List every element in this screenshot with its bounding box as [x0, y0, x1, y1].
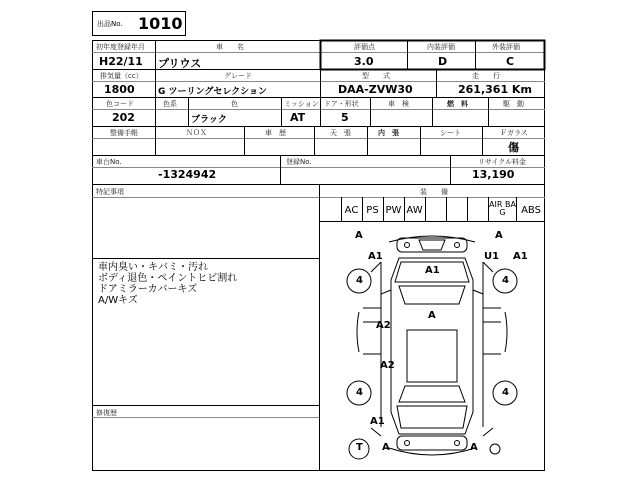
label-first-reg: 初年度登録年月 — [96, 43, 145, 51]
label-roof: 天 張 — [330, 129, 351, 137]
damage-roof: A — [428, 310, 436, 321]
label-reg-no: 登録No. — [286, 158, 312, 166]
label-remarks: 特記事項 — [96, 188, 124, 196]
label-transmission: ミッション — [284, 100, 319, 108]
value-exterior-score: C — [506, 55, 515, 68]
damage-door-left-rear: A2 — [380, 360, 395, 371]
equip-pw: PW — [385, 205, 402, 216]
label-equipment: 装 備 — [420, 188, 448, 196]
damage-tire-fr: 4 — [502, 275, 509, 286]
remark-line-4: A/Wキズ — [98, 295, 138, 306]
damage-hood: A1 — [425, 265, 440, 276]
label-interior: 内 張 — [378, 129, 399, 137]
value-recycle: 13,190 — [472, 168, 515, 181]
damage-rear-left: A — [382, 442, 390, 453]
damage-front-left: A — [355, 230, 363, 241]
damage-door-left-front: A2 — [376, 320, 391, 331]
value-f-glass: 傷 — [508, 141, 519, 154]
damage-quarter-left: A1 — [370, 416, 385, 427]
remark-line-2: ボディ退色・ペイントヒビ割れ — [98, 273, 238, 284]
damage-tire-fl: 4 — [356, 275, 363, 286]
value-first-reg: H22/11 — [99, 55, 143, 68]
value-doors: 5 — [341, 111, 349, 124]
value-score: 3.0 — [354, 55, 374, 68]
value-mileage: 261,361 Km — [458, 83, 532, 96]
damage-fender-right-1: U1 — [484, 251, 500, 262]
damage-fender-left: A1 — [368, 251, 383, 262]
label-grade: グレード — [224, 72, 252, 80]
value-model: DAA-ZVW30 — [338, 83, 413, 96]
label-repair: 修復歴 — [96, 409, 117, 417]
label-drive: 駆 動 — [503, 100, 524, 108]
label-score: 評価点 — [354, 43, 375, 51]
label-car-name: 車 名 — [216, 43, 244, 51]
damage-trunk: T — [356, 442, 363, 453]
equip-ac: AC — [344, 205, 359, 216]
remark-line-3: ドアミラーカバーキズ — [98, 284, 198, 295]
value-displacement: 1800 — [104, 83, 135, 96]
damage-tire-rl: 4 — [356, 387, 363, 398]
label-exterior-score: 外装評価 — [492, 43, 520, 51]
damage-tire-rr: 4 — [502, 387, 509, 398]
label-manual: 整備手帳 — [110, 129, 138, 137]
label-inspection: 車 検 — [388, 100, 409, 108]
label-f-glass: Ｆガラス — [500, 129, 528, 137]
remark-line-1: 車内臭い・キバミ・汚れ — [98, 262, 208, 273]
value-transmission: AT — [290, 111, 306, 124]
label-color: 色 — [231, 100, 238, 108]
value-color-code: 202 — [112, 111, 135, 124]
damage-front-right: A — [495, 230, 503, 241]
label-displacement: 排気量（cc） — [100, 72, 143, 80]
label-color-system: 色系 — [163, 100, 177, 108]
equip-ps: PS — [366, 205, 379, 216]
label-recycle: リサイクル料金 — [478, 158, 527, 166]
value-chassis: -1324942 — [158, 168, 217, 181]
label-fuel: 燃 料 — [447, 100, 468, 108]
value-color: ブラック — [191, 115, 227, 125]
damage-rear-right: A — [470, 442, 478, 453]
lot-number: 1010 — [138, 14, 183, 33]
label-model: 型 式 — [362, 72, 390, 80]
equip-aw: AW — [406, 205, 423, 216]
car-damage-diagram — [319, 222, 545, 470]
label-mileage: 走 行 — [472, 72, 500, 80]
equip-airbag: AIR BAG — [489, 200, 516, 217]
label-doors: ドア・形状 — [324, 100, 359, 108]
label-interior-score: 内装評価 — [427, 43, 455, 51]
value-car-name: プリウス — [158, 57, 202, 70]
label-nox: ＮＯＸ — [186, 129, 207, 137]
equip-abs: ABS — [521, 205, 541, 216]
lot-label: 出品No. — [97, 20, 123, 28]
label-color-code: 色コード — [106, 100, 134, 108]
label-chassis: 車台No. — [96, 158, 122, 166]
value-grade: G ツーリングセレクション — [158, 87, 267, 97]
damage-fender-right-2: A1 — [513, 251, 528, 262]
label-history: 車 歴 — [265, 129, 286, 137]
value-interior-score: D — [438, 55, 448, 68]
label-seat: シート — [440, 129, 461, 137]
